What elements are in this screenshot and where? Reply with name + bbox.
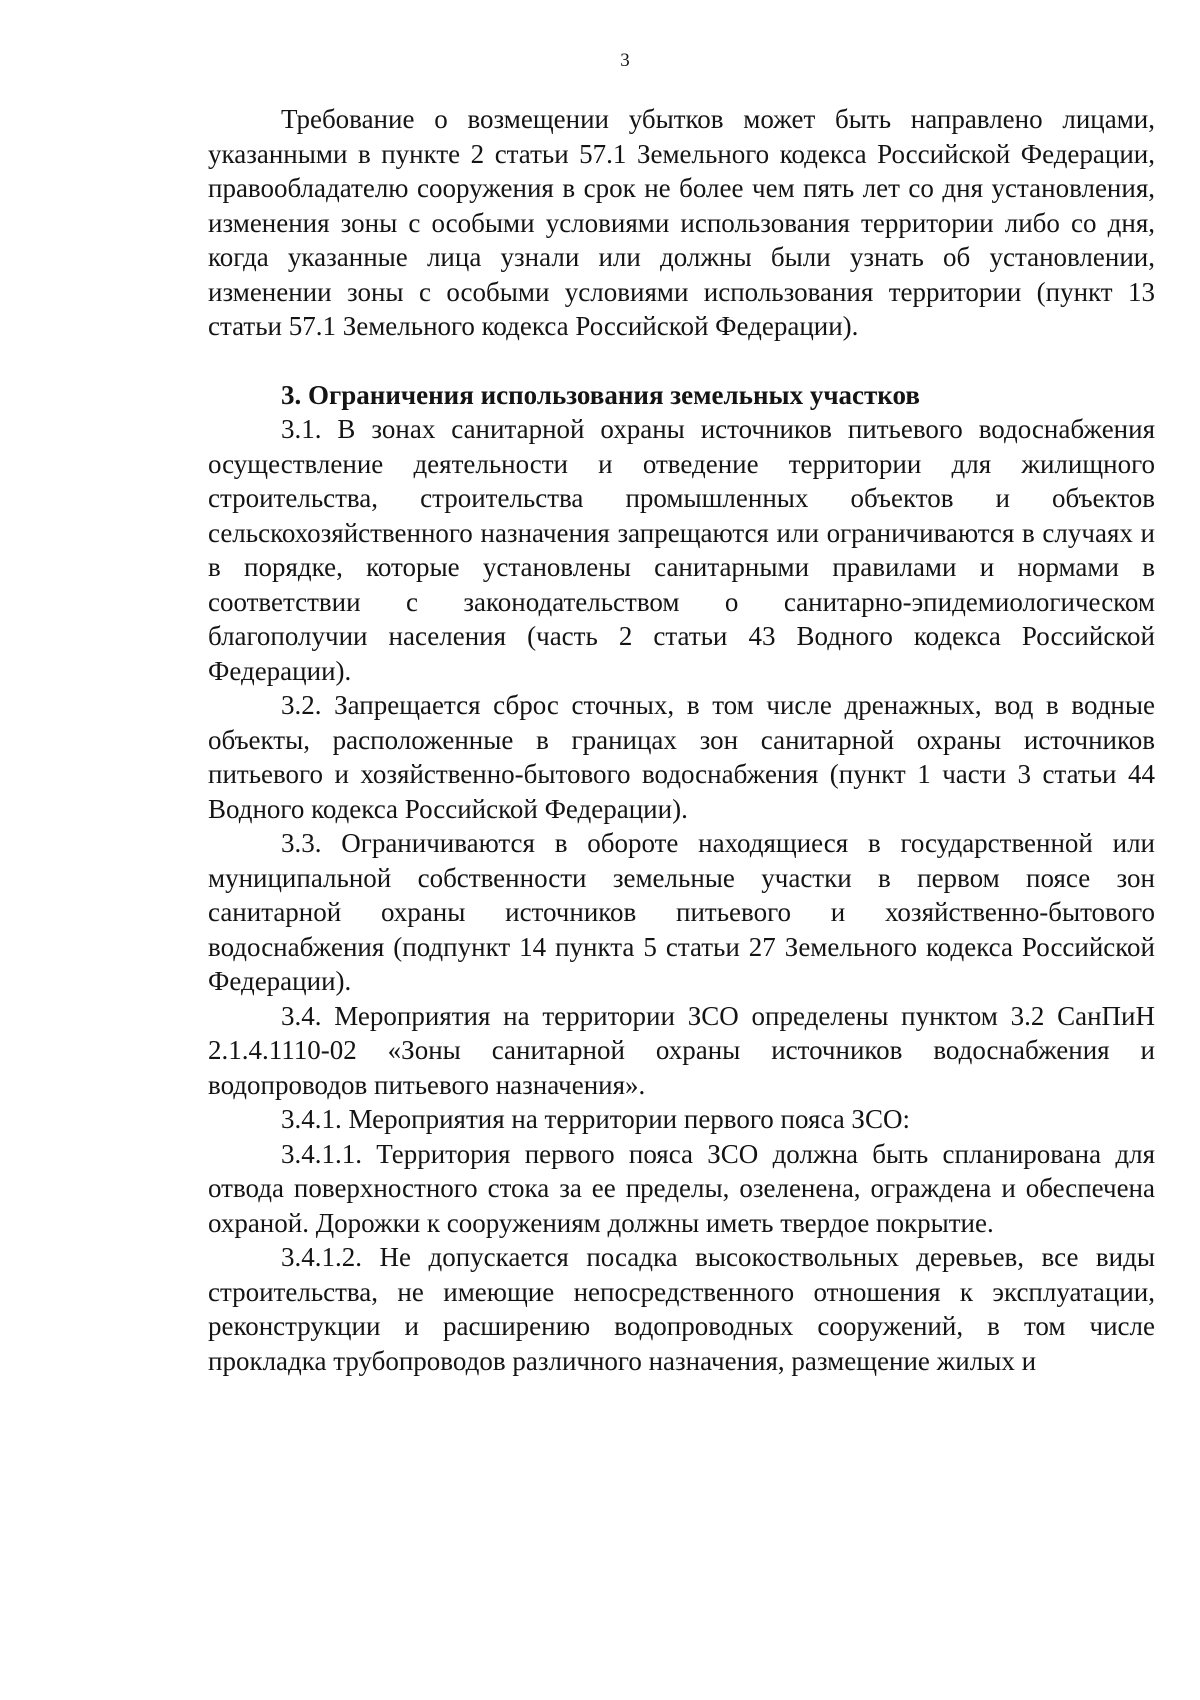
paragraph-3-4-1: 3.4.1. Мероприятия на территории первого пояса ЗСО: [281,1104,910,1134]
section-land-use-restrictions [208,378,1155,1379]
paragraph-3-4: 3.4. Мероприятия на территории ЗСО определены пунктом 3.2 СанПиН 2.1.4.1110-02 «Зоны санитарной охраны источников водоснабжения и водопроводов питьевого назначения». [208,1000,1155,1100]
document-body [208,102,1155,1378]
paragraph-3-3: 3.3. Ограничиваются в обороте находящиеся в государственной или муниципальной собственности земельные участки в первом поясе зон санитарной охраны источников питьевого и хозяйственно-бытового водоснабжения (подпункт 14 пункта 5 статьи 27 Земельного кодекса Российской Федерации). [208,828,1155,996]
section-title: 3. Ограничения использования земельных участков [281,379,920,410]
paragraph-3-4-1-2: 3.4.1.2. Не допускается посадка высокоствольных деревьев, все виды строительства, не имеющие непосредственного отношения к эксплуатации, реконструкции и расширению водопроводных сооружений, в том числе прокладка трубопроводов различного назначения, размещение жилых и [208,1242,1155,1376]
paragraph-3-4-1-1: 3.4.1.1. Территория первого пояса ЗСО должна быть спланирована для отвода поверхностного стока за ее пределы, озеленена, ограждена и обеспечена охраной. Дорожки к сооружениям должны иметь твердое покрытие. [208,1138,1155,1238]
intro-paragraph: Требование о возмещении убытков может быть направлено лицами, указанными в пункте 2 статьи 57.1 Земельного кодекса Российской Федерации, правообладателю сооружения в срок не более чем пять лет со дня установления, изменения зоны с особыми условиями использования территории либо со дня, когда указанные лица узнали или должны были узнать об установлении, изменении зоны с особыми условиями использования территории (пункт 13 статьи 57.1 Земельного кодекса Российской Федерации). [208,104,1155,341]
paragraph-3-2: 3.2. Запрещается сброс сточных, в том числе дренажных, вод в водные объекты, расположенные в границах зон санитарной охраны источников питьевого и хозяйственно-бытового водоснабжения (пункт 1 части 3 статьи 44 Водного кодекса Российской Федерации). [208,690,1155,824]
page-number: 3 [620,50,630,71]
paragraph-3-1: 3.1. В зонах санитарной охраны источников питьевого водоснабжения осуществление деятельности и отведение территории для жилищного строительства, строительства промышленных объектов и объектов сельскохозяйственного назначения запрещаются или ограничиваются в случаях и в порядке, которые установлены санитарными правилами и нормами в соответствии с законодательством о санитарно-эпидемиологическом благополучии населения (часть 2 статьи 43 Водного кодекса Российской Федерации). [208,414,1155,686]
